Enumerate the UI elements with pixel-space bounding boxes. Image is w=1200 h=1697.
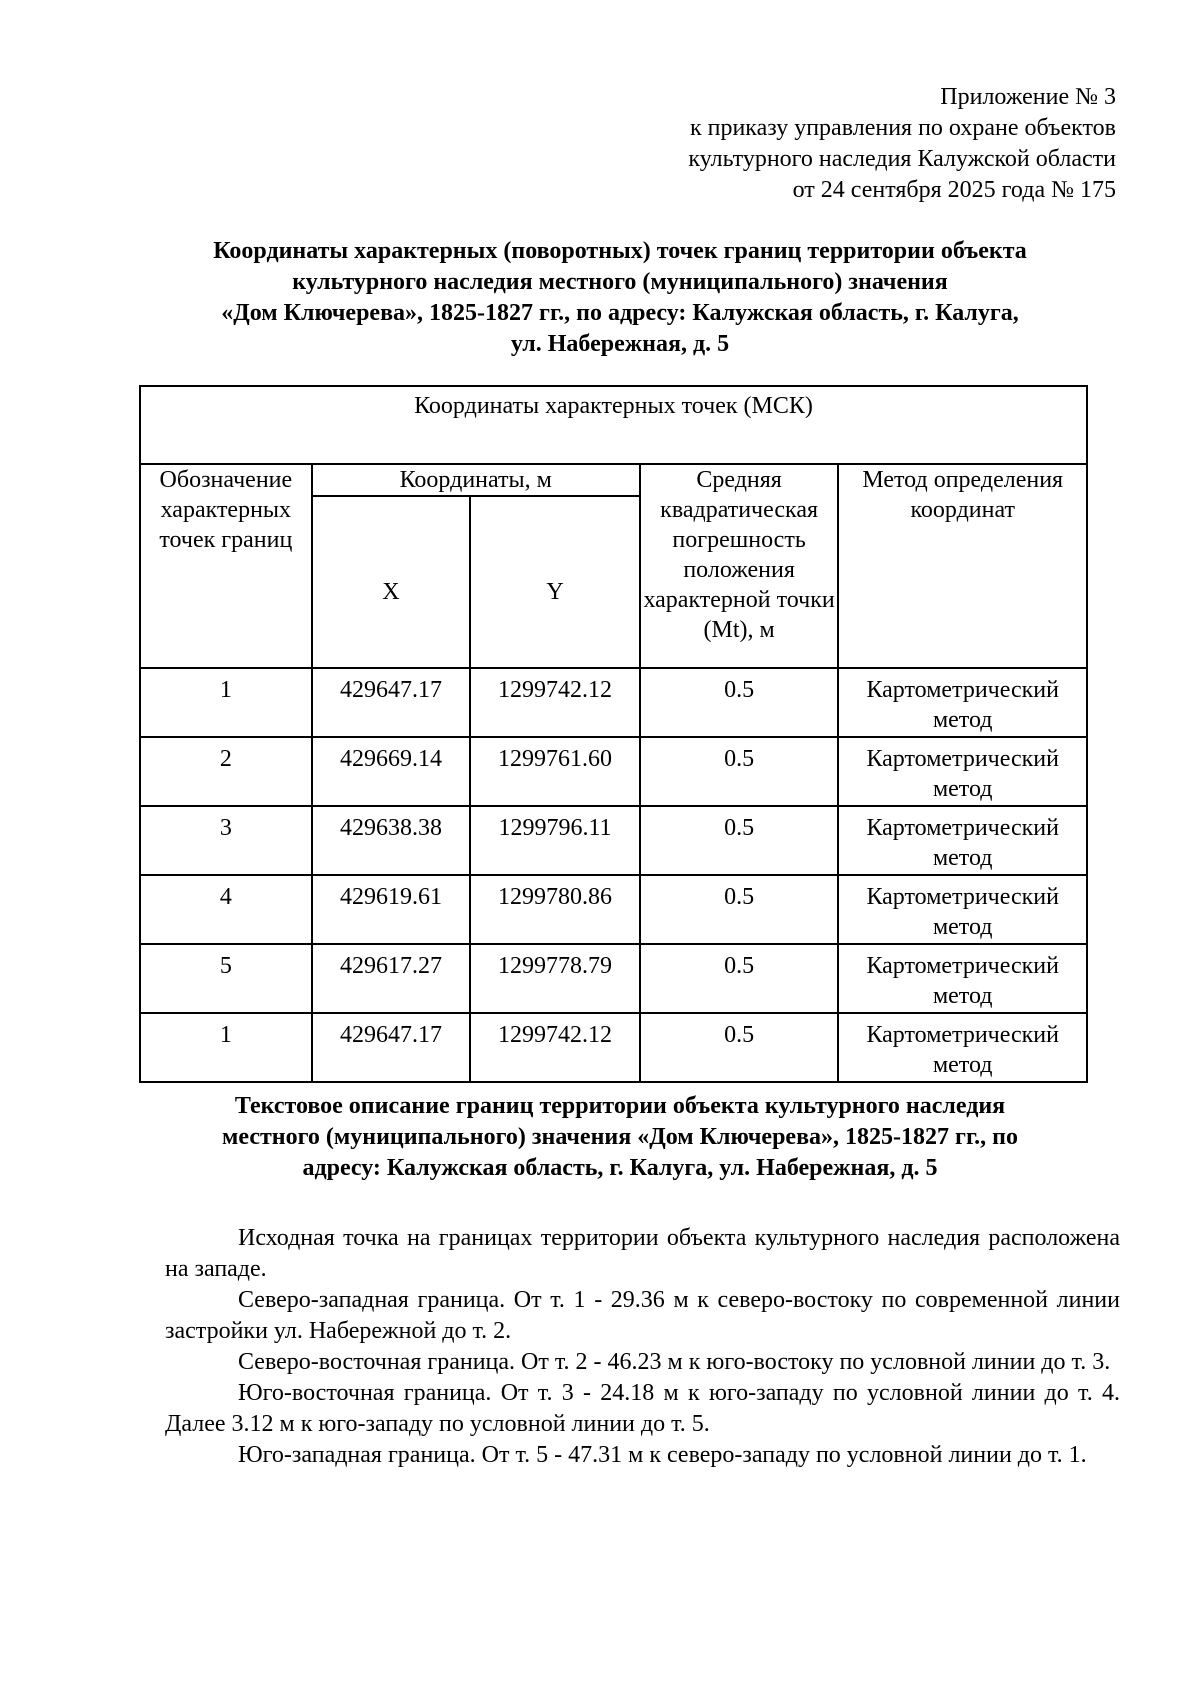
table-row xyxy=(140,806,1087,875)
header-y: Y xyxy=(470,496,640,668)
cell-y: 1299780.86 xyxy=(470,875,640,944)
description-paragraph: Северо-восточная граница. От т. 2 - 46.23 м к юго-востоку по условной линии до т. 3. xyxy=(238,1349,1111,1375)
cell-x: 429638.38 xyxy=(312,806,471,875)
cell-y: 1299796.11 xyxy=(470,806,640,875)
table-row xyxy=(140,668,1087,737)
header-x: X xyxy=(312,496,471,668)
cell-mt: 0.5 xyxy=(640,668,839,737)
description-title xyxy=(120,1091,1120,1184)
table-row xyxy=(140,875,1087,944)
cell-method: Картометрический метод xyxy=(838,668,1087,737)
description-title-line: Текстовое описание границ территории объекта культурного наследия xyxy=(234,1093,1006,1119)
cell-mt: 0.5 xyxy=(640,1013,839,1082)
cell-mt: 0.5 xyxy=(640,875,839,944)
cell-point: 1 xyxy=(140,668,312,737)
table-row xyxy=(140,944,1087,1013)
cell-y: 1299761.60 xyxy=(470,737,640,806)
title-line: ул. Набережная, д. 5 xyxy=(510,331,730,357)
order-reference-line-2: культурного наследия Калужской области xyxy=(688,146,1116,172)
table-row xyxy=(140,1013,1087,1082)
cell-method: Картометрический метод xyxy=(838,737,1087,806)
table-caption: Координаты характерных точек (МСК) xyxy=(140,386,1087,464)
cell-y: 1299742.12 xyxy=(470,1013,640,1082)
cell-method: Картометрический метод xyxy=(838,875,1087,944)
header-point: Обозначение характерных точек границ xyxy=(140,464,312,668)
cell-x: 429647.17 xyxy=(312,668,471,737)
title-line: «Дом Ключерева», 1825-1827 гг., по адресу: Калужская область, г. Калуга, xyxy=(221,300,1019,326)
cell-y: 1299778.79 xyxy=(470,944,640,1013)
table-caption-row xyxy=(140,386,1087,464)
cell-point: 2 xyxy=(140,737,312,806)
order-reference-line-1: к приказу управления по охране объектов xyxy=(689,115,1116,141)
description-title-line: адресу: Калужская область, г. Калуга, ул. Набережная, д. 5 xyxy=(302,1155,938,1181)
appendix-header xyxy=(688,82,1116,206)
description-title-line: местного (муниципального) значения «Дом Ключерева», 1825-1827 гг., по xyxy=(222,1124,1018,1150)
title-line: Координаты характерных (поворотных) точек границ территории объекта xyxy=(213,238,1027,264)
cell-x: 429617.27 xyxy=(312,944,471,1013)
cell-method: Картометрический метод xyxy=(838,1013,1087,1082)
coordinates-table xyxy=(139,385,1088,1083)
cell-point: 3 xyxy=(140,806,312,875)
header-error: Средняя квадратическая погрешность положения характерной точки (Mt), м xyxy=(640,464,839,668)
description-paragraph: Юго-западная граница. От т. 5 - 47.31 м к северо-западу по условной линии до т. 1. xyxy=(238,1442,1087,1468)
title-line: культурного наследия местного (муниципального) значения xyxy=(292,269,948,295)
cell-x: 429619.61 xyxy=(312,875,471,944)
cell-mt: 0.5 xyxy=(640,806,839,875)
cell-point: 4 xyxy=(140,875,312,944)
appendix-number: Приложение № 3 xyxy=(940,84,1116,110)
cell-mt: 0.5 xyxy=(640,737,839,806)
cell-mt: 0.5 xyxy=(640,944,839,1013)
boundary-description xyxy=(165,1223,1120,1471)
cell-point: 1 xyxy=(140,1013,312,1082)
cell-method: Картометрический метод xyxy=(838,944,1087,1013)
description-paragraph: Северо-западная граница. От т. 1 - 29.36 м к северо-востоку по современной линии застройки ул. Набережной до т. 2. xyxy=(165,1287,1120,1344)
description-paragraph: Исходная точка на границах территории объекта культурного наследия расположена на западе. xyxy=(165,1225,1120,1282)
table-row xyxy=(140,737,1087,806)
cell-point: 5 xyxy=(140,944,312,1013)
table-header-row xyxy=(140,464,1087,496)
cell-y: 1299742.12 xyxy=(470,668,640,737)
document-title xyxy=(120,236,1120,360)
header-method: Метод определения координат xyxy=(838,464,1087,668)
cell-method: Картометрический метод xyxy=(838,806,1087,875)
order-date: от 24 сентября 2025 года № 175 xyxy=(792,177,1116,203)
description-paragraph: Юго-восточная граница. От т. 3 - 24.18 м к юго-западу по условной линии до т. 4. Далее 3.12 м к юго-западу по условной линии до т. 5. xyxy=(165,1380,1120,1437)
header-coordinates: Координаты, м xyxy=(312,464,640,496)
cell-x: 429647.17 xyxy=(312,1013,471,1082)
cell-x: 429669.14 xyxy=(312,737,471,806)
